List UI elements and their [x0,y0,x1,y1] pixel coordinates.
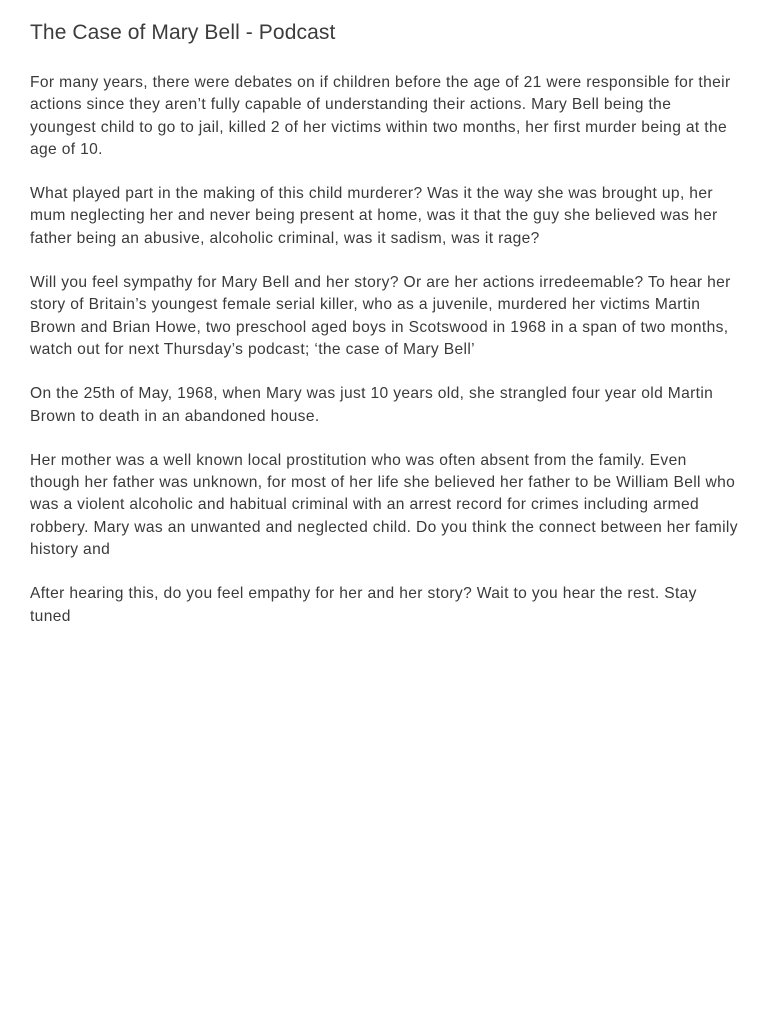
paragraph-family-history[interactable]: Her mother was a well known local prostitution who was often absent from the family. Even though her father was unknown, for most of her life she believed her father to be William Bell who was a violent alcoholic and habitual criminal with an arrest record for crimes including armed robbery. Mary was an unwanted and neglected child. Do you think the connect between her family history and [30,451,738,559]
paragraph-podcast-teaser[interactable]: Will you feel sympathy for Mary Bell and her story? Or are her actions irredeemable? To hear her story of Britain’s youngest female serial killer, who as a juvenile, murdered her victims Martin Brown and Brian Howe, two preschool aged boys in Scotswood in 1968 in a span of two months, watch out for next Thursday’s podcast; ‘the case of Mary Bell’ [30,274,731,358]
note-title[interactable]: The Case of Mary Bell - Podcast [30,21,336,44]
paragraph-closing[interactable]: After hearing this, do you feel empathy for her and her story? Wait to you hear the rest. Stay tuned [30,585,697,625]
paragraph-debate-intro[interactable]: For many years, there were debates on if children before the age of 21 were responsible for their actions since they aren’t fully capable of understanding their actions. Mary Bell being the youngest child to go to jail, killed 2 of her victims within two months, her first murder being at the age of 10. [30,74,731,158]
paragraph-upbringing-questions[interactable]: What played part in the making of this child murderer? Was it the way she was brought up, her mum neglecting her and never being present at home, was it that the guy she believed was her father being an abusive, alcoholic criminal, was it sadism, was it rage? [30,185,718,247]
paragraph-first-murder[interactable]: On the 25th of May, 1968, when Mary was just 10 years old, she strangled four year old Martin Brown to death in an abandoned house. [30,385,714,425]
